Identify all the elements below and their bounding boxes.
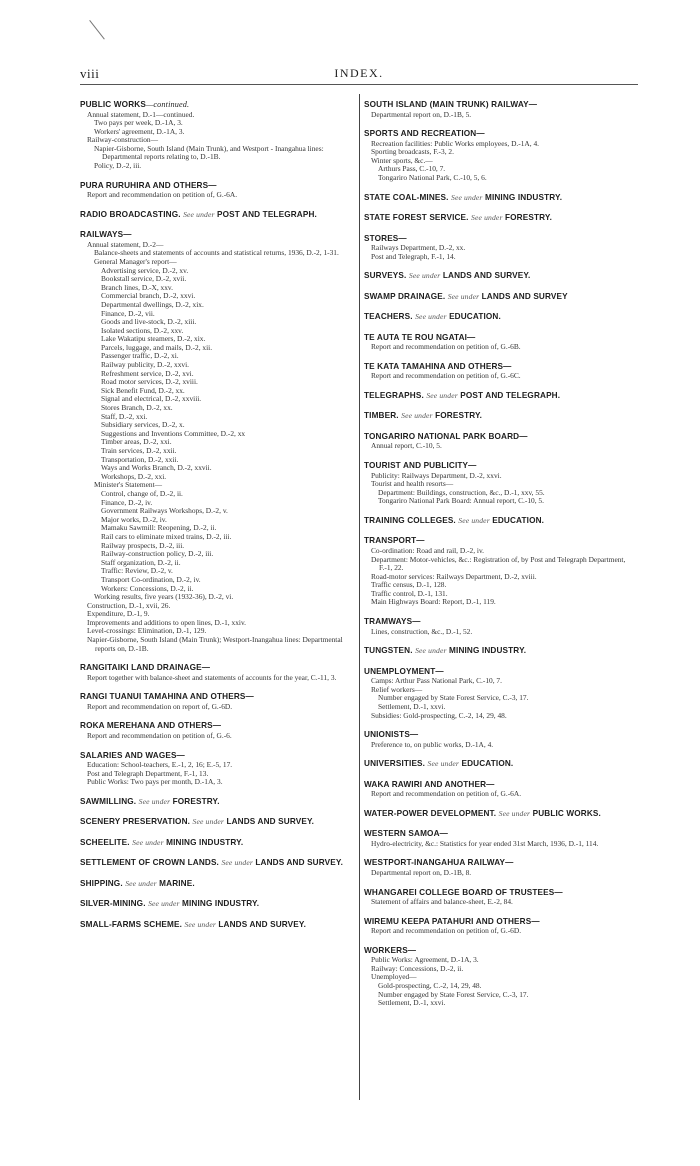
index-entry <box>364 888 638 907</box>
index-heading-text: STATE COAL-MINES. <box>364 192 449 202</box>
see-under-label: See under <box>192 817 225 827</box>
cross-reference-target: EDUCATION. <box>461 759 514 769</box>
index-heading-text: TRAMWAYS— <box>364 617 421 627</box>
index-subentry: Railway-construction— <box>87 135 159 145</box>
see-under-label: See under <box>183 209 215 219</box>
index-subentry: Isolated sections, D.-2, xxv. <box>101 325 184 335</box>
index-entry <box>80 817 354 828</box>
index-subentry: Signal and electrical, D.-2, xxviii. <box>101 394 202 404</box>
see-under-label: See under <box>184 919 216 929</box>
see-under-label: See under <box>415 312 447 322</box>
index-heading-text: SAWMILLING. <box>80 796 137 806</box>
index-subentry: Traffic: Review, D.-2, v. <box>101 566 173 576</box>
index-heading-text: RANGITAIKI LAND DRAINAGE— <box>80 663 211 673</box>
index-entry <box>80 721 354 740</box>
index-subentry: Winter sports, &c.— <box>371 155 433 165</box>
index-heading-text: SPORTS AND RECREATION— <box>364 129 485 139</box>
index-subentry: Publicity: Railways Department, D.-2, xxvi. <box>371 470 502 480</box>
index-entry <box>364 333 638 352</box>
index-subentry: Departmental report on, D.-1B, 5. <box>371 109 472 119</box>
index-entry <box>364 829 638 848</box>
page-number: viii <box>80 66 100 81</box>
index-heading <box>364 100 638 111</box>
index-subentry: Report and recommendation on petition of, G.-6B. <box>371 342 521 352</box>
cross-reference-target: MINING INDUSTRY. <box>182 899 260 909</box>
index-subentry: Timber areas, D.-2, xxi. <box>101 437 172 447</box>
index-subentry: Report and recommendation on petition of, G.-6A. <box>87 190 238 200</box>
cross-reference-target: PUBLIC WORKS. <box>532 808 601 818</box>
index-subentry: Departmental dwellings, D.-2, xix. <box>101 299 204 309</box>
index-entry <box>364 858 638 877</box>
cross-reference-target: LANDS AND SURVEY. <box>255 858 344 868</box>
index-subentry: Annual report, C.-10, 5. <box>371 441 442 451</box>
see-under-label: See under <box>148 899 180 909</box>
index-subentry: Suggestions and Inventions Committee, D.-2, xx <box>101 428 246 438</box>
index-column-right <box>364 100 638 1018</box>
index-subentry: Report together with balance-sheet and statements of accounts for the year, C.-11, 3. <box>87 672 337 682</box>
index-continued-note: —continued. <box>145 100 190 109</box>
index-entry <box>364 809 638 820</box>
index-subentry: Railway prospects, D.-2, iii. <box>101 540 185 550</box>
index-heading <box>80 858 354 869</box>
index-subentry: Refreshment service, D.-2, xvi. <box>101 368 194 378</box>
index-entry <box>364 213 638 224</box>
index-subentry: Camps: Arthur Pass National Park, C.-10, 7. <box>371 676 502 686</box>
index-heading-text: TE AUTA TE ROU NGATAI— <box>364 332 476 342</box>
index-heading <box>364 213 638 224</box>
index-entry <box>364 234 638 262</box>
index-entry <box>364 271 638 282</box>
index-heading-text: SETTLEMENT OF CROWN LANDS. <box>80 858 219 868</box>
index-subentry: Department: Motor-vehicles, &c.: Registration of, by Post and Telegraph Department, F.-1, 22. <box>371 554 626 573</box>
index-subentry: Relief workers— <box>371 684 423 694</box>
index-heading-text: UNIONISTS— <box>364 730 419 740</box>
index-subentry: Preference to, on public works, D.-1A, 4. <box>371 739 494 749</box>
index-heading-text: STATE FOREST SERVICE. <box>364 213 469 223</box>
page-title: INDEX. <box>334 66 384 80</box>
index-subentry: Advertising service, D.-2, xv. <box>101 265 189 275</box>
index-heading-text: WIREMU KEEPA PATAHURI AND OTHERS— <box>364 916 540 926</box>
index-heading-text: PUBLIC WORKS <box>80 100 146 109</box>
index-subentry: Transportation, D.-2, xxii. <box>101 454 179 464</box>
index-subentry: Major works, D.-2, iv. <box>101 514 167 524</box>
index-heading-text: TRAINING COLLEGES. <box>364 515 456 525</box>
index-subentry: Post and Telegraph, F.-1, 14. <box>371 251 456 261</box>
index-heading <box>80 797 354 808</box>
index-subentry: Post and Telegraph Department, F.-1, 13. <box>87 768 209 778</box>
index-subentry: Level-crossings: Elimination, D.-1, 129. <box>87 626 207 636</box>
index-subentry: Settlement, D.-1, xxvi. <box>378 701 446 711</box>
index-entry <box>364 292 638 303</box>
index-heading-text: UNEMPLOYMENT— <box>364 666 444 676</box>
index-subentry: Napier-Gisborne, South Island (Main Trunk), and Westport - Inangahua lines: Departmental reports relating to, D.-1B. <box>94 143 324 162</box>
index-entry <box>80 920 354 931</box>
index-column-left <box>80 100 354 940</box>
index-heading-text: SWAMP DRAINAGE. <box>364 291 446 301</box>
cross-reference-target: FORESTRY. <box>505 213 552 223</box>
index-entry <box>364 362 638 381</box>
index-entry <box>80 751 354 787</box>
index-subentry: Report and recommendation on petition of, G.-6A. <box>371 789 522 799</box>
index-subentry: Report and recommendation on petition of, G.-6D. <box>371 926 522 936</box>
index-heading-text: WESTERN SAMOA— <box>364 829 448 839</box>
index-subentry: Passenger traffic, D.-2, xi. <box>101 351 179 361</box>
see-under-label: See under <box>408 271 441 281</box>
index-heading <box>364 646 638 657</box>
see-under-label: See under <box>498 808 531 818</box>
index-heading-text: TIMBER. <box>364 411 399 421</box>
index-subentry: Recreation facilities: Public Works employees, D.-1A, 4. <box>371 138 539 148</box>
index-heading <box>364 809 638 820</box>
index-heading <box>364 193 638 204</box>
index-entry <box>80 692 354 711</box>
index-subentry: Report and recommendation on report of, G.-6D. <box>87 701 233 711</box>
see-under-label: See under <box>426 390 458 400</box>
index-heading-text: WORKERS— <box>364 945 417 955</box>
index-entry <box>364 100 638 119</box>
index-heading <box>364 292 638 303</box>
cross-reference-target: LANDS AND SURVEY. <box>226 817 315 827</box>
index-subentry: Ways and Works Branch, D.-2, xxvii. <box>101 463 212 473</box>
scan-mark <box>89 20 105 40</box>
index-subentry: Public Works: Two pays per month, D.-1A, 3. <box>87 777 223 787</box>
index-subentry: Department: Buildings, construction, &c., D.-1, xxv, 55. <box>378 487 545 497</box>
column-divider <box>359 94 360 1100</box>
index-entry <box>80 181 354 200</box>
see-under-label: See under <box>458 515 490 525</box>
index-heading-text: TOURIST AND PUBLICITY— <box>364 461 477 471</box>
index-subentry: Napier-Gisborne, South Island (Main Trunk); Westport-Inangahua lines: Departmental reports on, D.-1B. <box>87 635 343 653</box>
index-subentry: Mamaku Sawmill: Reopening, D.-2, ii. <box>101 523 217 533</box>
see-under-label: See under <box>471 213 503 223</box>
index-heading-text: WAKA RAWIRI AND ANOTHER— <box>364 779 495 789</box>
index-subentry: Report and recommendation on petition of, G.-6C. <box>371 371 521 381</box>
page-header <box>80 66 638 84</box>
index-entry <box>80 838 354 849</box>
index-entry <box>364 536 638 607</box>
index-subentry: Bookstall service, D.-2, xvii. <box>101 274 187 284</box>
cross-reference-target: MINING INDUSTRY. <box>166 837 244 847</box>
index-heading <box>80 899 354 910</box>
index-subentry: Working results, five years (1932-36), D.-2, vi. <box>94 592 234 602</box>
index-subentry: Subsidies: Gold-prospecting, C.-2, 14, 29, 48. <box>371 710 507 720</box>
index-entry <box>80 879 354 890</box>
index-subentry: Two pays per week, D.-1A, 3. <box>94 118 183 128</box>
index-heading <box>364 391 638 402</box>
index-heading <box>364 312 638 323</box>
cross-reference-target: MINING INDUSTRY. <box>449 646 527 656</box>
cross-reference-target: EDUCATION. <box>492 515 545 525</box>
index-entry <box>364 516 638 527</box>
index-subentry: Expenditure, D.-1, 9. <box>87 609 150 619</box>
index-subentry: Education: School-teachers, E.-1, 2, 16; E.-5, 17. <box>87 760 233 770</box>
index-subentry: Minister's Statement— <box>94 480 163 490</box>
index-subentry: Workshops, D.-2, xxi. <box>101 471 167 481</box>
index-subentry: Commercial branch, D.-2, xxvi. <box>101 291 196 301</box>
index-subentry: Road motor services, D.-2, xviii. <box>101 377 198 387</box>
cross-reference-target: POST AND TELEGRAPH. <box>217 209 317 219</box>
index-entry <box>364 312 638 323</box>
index-subentry: Railway publicity, D.-2, xxvi. <box>101 360 189 370</box>
index-subentry: Sporting broadcasts, F.-3, 2. <box>371 147 454 157</box>
index-subentry: Unemployed— <box>371 972 417 982</box>
index-entry <box>364 917 638 936</box>
index-entry <box>364 411 638 422</box>
index-subentry: Tourist and health resorts— <box>371 479 454 489</box>
index-heading-text: TELEGRAPHS. <box>364 390 424 400</box>
see-under-label: See under <box>451 192 483 202</box>
index-subentry: Construction, D.-1, xvii, 26. <box>87 600 171 610</box>
index-heading <box>364 411 638 422</box>
cross-reference-target: LANDS AND SURVEY. <box>442 271 531 281</box>
index-subentry: Workers' agreement, D.-1A, 3. <box>94 126 185 136</box>
index-entry <box>364 730 638 749</box>
index-entry <box>80 210 354 221</box>
index-entry <box>364 946 638 1008</box>
index-subentry: General Manager's report— <box>94 256 177 266</box>
index-subentry: Tongariro National Park Board: Annual report, C.-10, 5. <box>378 496 544 506</box>
index-heading <box>364 461 638 472</box>
see-under-label: See under <box>138 796 171 806</box>
index-subentry: Report and recommendation on petition of, G.-6. <box>87 730 232 740</box>
index-entry <box>364 617 638 636</box>
cross-reference-target: FORESTRY. <box>172 796 220 806</box>
index-heading-text: SHIPPING. <box>80 878 123 888</box>
index-subentry: Sick Benefit Fund, D.-2, xx. <box>101 385 185 395</box>
index-subentry: Settlement, D.-1, xxvi. <box>378 998 446 1008</box>
index-subentry: Main Highways Board: Report, D.-1, 119. <box>371 597 496 607</box>
index-entry <box>364 129 638 182</box>
index-heading <box>80 817 354 828</box>
index-heading-text: SALARIES AND WAGES— <box>80 750 185 760</box>
index-heading-text: RANGI TUANUI TAMAHINA AND OTHERS— <box>80 692 254 702</box>
index-heading <box>364 516 638 527</box>
index-heading-text: SCENERY PRESERVATION. <box>80 817 191 827</box>
index-subentry: Control, change of, D.-2, ii. <box>101 488 183 498</box>
index-heading-text: TE KATA TAMAHINA AND OTHERS— <box>364 361 512 371</box>
index-heading <box>364 271 638 282</box>
cross-reference-target: MINING INDUSTRY. <box>484 192 563 202</box>
cross-reference-target: MARINE. <box>159 878 195 888</box>
index-subentry: Government Railways Workshops, D.-2, v. <box>101 506 228 516</box>
see-under-label: See under <box>125 878 157 888</box>
index-subentry: Gold-prospecting, C.-2, 14, 29, 48. <box>378 980 482 990</box>
index-heading <box>80 100 354 111</box>
index-subentry: Statement of affairs and balance-sheet, E.-2, 84. <box>371 897 513 906</box>
index-heading <box>80 838 354 849</box>
index-entry <box>364 461 638 506</box>
index-heading-text: SOUTH ISLAND (MAIN TRUNK) RAILWAY— <box>364 100 538 109</box>
see-under-label: See under <box>447 291 480 301</box>
index-subentry: Stores Branch, D.-2, xx. <box>101 403 173 413</box>
index-heading-text: WATER-POWER DEVELOPMENT. <box>364 808 497 818</box>
index-subentry: Road-motor services: Railways Department, D.-2, xviii. <box>371 571 537 581</box>
index-subentry: Staff, D.-2, xxi. <box>101 411 148 421</box>
index-entry <box>80 663 354 682</box>
index-subentry: Workers: Concessions, D.-2, ii. <box>101 583 194 593</box>
index-heading-text: STORES— <box>364 233 407 243</box>
index-subentry: Railways Department, D.-2, xx. <box>371 243 466 253</box>
index-subentry: Departmental report on, D.-1B, 8. <box>371 867 472 877</box>
index-heading <box>364 617 638 628</box>
cross-reference-target: LANDS AND SURVEY. <box>218 919 307 929</box>
index-entry <box>364 759 638 770</box>
see-under-label: See under <box>415 646 447 656</box>
index-entry <box>364 646 638 657</box>
index-subentry: Policy, D.-2, iii. <box>94 161 142 171</box>
index-subentry: Balance-sheets and statements of accounts and statistical returns, 1936, D.-2, 1-31. <box>94 248 339 258</box>
header-rule <box>80 84 638 85</box>
index-subentry: Hydro-electricity, &c.: Statistics for year ended 31st March, 1936, D.-1, 114. <box>371 838 599 848</box>
index-subentry: Number engaged by State Forest Service, C.-3, 17. <box>378 693 529 703</box>
index-heading <box>364 759 638 770</box>
index-subentry: Traffic control, D.-1, 131. <box>371 588 448 598</box>
index-subentry: Branch lines, D.-X, xxv. <box>101 282 173 292</box>
see-under-label: See under <box>427 759 460 769</box>
index-entry <box>364 391 638 402</box>
index-entry <box>80 899 354 910</box>
index-subentry: Co-ordination: Road and rail, D.-2, iv. <box>371 545 485 555</box>
index-subentry: Lines, construction, &c., D.-1, 52. <box>371 626 473 636</box>
index-subentry: Number engaged by State Forest Service, C.-3, 17. <box>378 989 529 999</box>
cross-reference-target: EDUCATION. <box>449 312 501 322</box>
index-entry <box>364 193 638 204</box>
index-heading-text: SILVER-MINING. <box>80 899 146 909</box>
index-subentry: Public Works: Agreement, D.-1A, 3. <box>371 955 479 965</box>
index-entry <box>80 858 354 869</box>
index-subentry: Finance, D.-2, iv. <box>101 497 153 507</box>
index-entry <box>80 100 354 171</box>
index-subentry: Tongariro National Park, C.-10, 5, 6. <box>378 172 487 182</box>
index-subentry: Traffic census, D.-1, 128. <box>371 580 447 590</box>
index-heading-text: TUNGSTEN. <box>364 646 413 656</box>
index-heading <box>80 879 354 890</box>
index-subentry: Railway: Concessions, D.-2, ii. <box>371 963 464 973</box>
cross-reference-target: FORESTRY. <box>435 411 483 421</box>
index-heading-text: WHANGAREI COLLEGE BOARD OF TRUSTEES— <box>364 887 563 897</box>
index-subentry: Finance, D.-2, vii. <box>101 308 155 318</box>
index-heading-text: TEACHERS. <box>364 312 413 322</box>
index-heading-text: SURVEYS. <box>364 271 407 281</box>
index-heading <box>80 210 354 221</box>
index-subentry: Rail cars to eliminate mixed trains, D.-2, iii. <box>101 531 232 541</box>
index-subentry: Staff organization, D.-2, ii. <box>101 557 181 567</box>
index-heading-text: SCHEELITE. <box>80 837 130 847</box>
see-under-label: See under <box>132 837 164 847</box>
index-subentry: Transport Co-ordination, D.-2, iv. <box>101 574 201 584</box>
index-heading-text: TRANSPORT— <box>364 536 425 546</box>
index-subentry: Subsidiary services, D.-2, x. <box>101 420 185 430</box>
index-heading-text: SMALL-FARMS SCHEME. <box>80 919 183 929</box>
see-under-label: See under <box>401 411 433 421</box>
index-subentry: Railway-construction policy, D.-2, iii. <box>101 549 214 559</box>
index-subentry: Parcels, luggage, and mails, D.-2, xii. <box>101 342 213 352</box>
index-heading-text: ROKA MEREHANA AND OTHERS— <box>80 721 222 731</box>
index-subentry: Annual statement, D.-1—continued. <box>87 109 195 119</box>
cross-reference-target: LANDS AND SURVEY <box>481 291 568 301</box>
index-heading-text: RAILWAYS— <box>80 230 132 240</box>
index-heading-text: TONGARIRO NATIONAL PARK BOARD— <box>364 431 528 441</box>
index-subentry: Lake Wakatipu steamers, D.-2, xix. <box>101 334 206 344</box>
index-entry <box>364 432 638 451</box>
index-subentry: Arthurs Pass, C.-10, 7. <box>378 164 446 174</box>
index-subentry: Annual statement, D.-2— <box>87 239 164 249</box>
index-subentry: Improvements and additions to open lines, D.-1, xxiv. <box>87 617 247 627</box>
index-heading-text: WESTPORT-INANGAHUA RAILWAY— <box>364 858 514 868</box>
see-under-label: See under <box>221 858 253 868</box>
index-subentry: Train services, D.-2, xxii. <box>101 446 177 455</box>
index-subentry: Goods and live-stock, D.-2, xiii. <box>101 317 197 327</box>
index-entry <box>80 230 354 653</box>
index-entry <box>364 780 638 799</box>
index-entry <box>364 667 638 720</box>
index-heading-text: RADIO BROADCASTING. <box>80 209 181 219</box>
index-heading-text: UNIVERSITIES. <box>364 759 426 769</box>
cross-reference-target: POST AND TELEGRAPH. <box>460 390 561 400</box>
index-heading-text: PURA RURUHIRA AND OTHERS— <box>80 180 217 190</box>
index-heading <box>80 920 354 931</box>
index-entry <box>80 797 354 808</box>
